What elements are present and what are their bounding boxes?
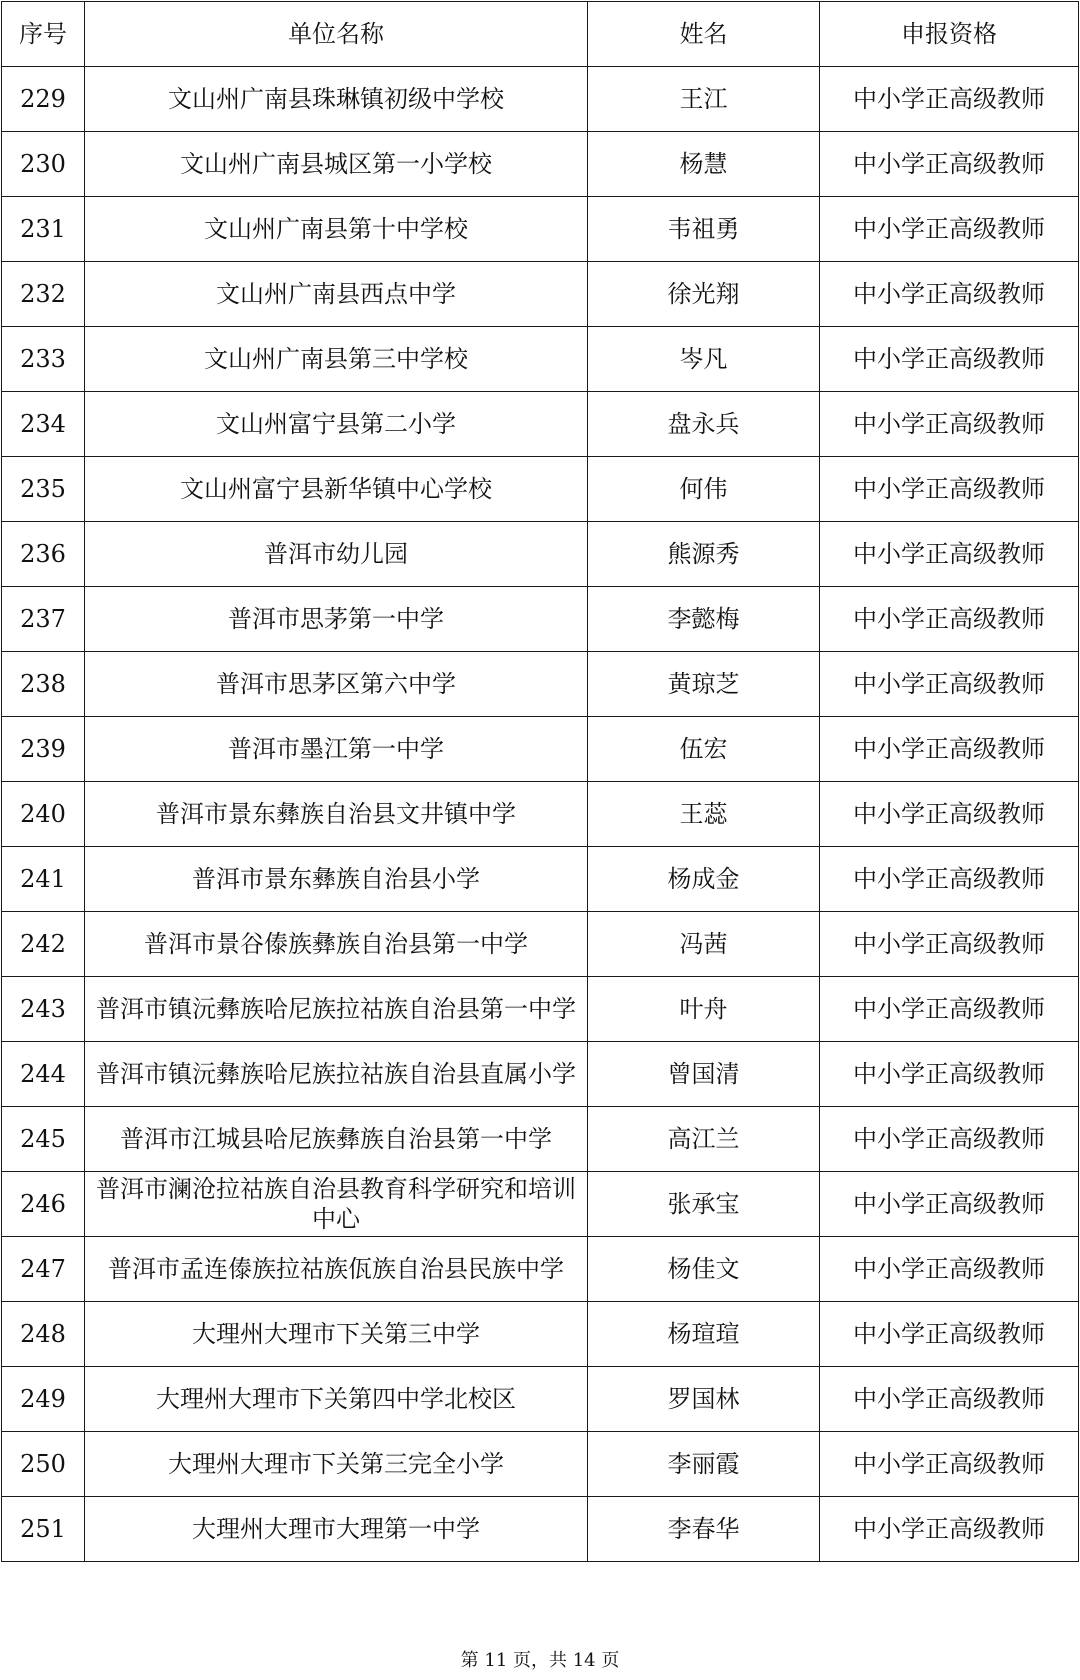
person-name-cell: 李丽霞 xyxy=(588,1432,820,1497)
qualification-cell: 中小学正高级教师 xyxy=(820,262,1079,327)
unit-name-cell: 普洱市幼儿园 xyxy=(85,522,588,587)
person-name-cell: 杨慧 xyxy=(588,132,820,197)
person-name-cell: 高江兰 xyxy=(588,1107,820,1172)
serial-number-cell: 246 xyxy=(2,1172,85,1237)
serial-number-cell: 231 xyxy=(2,197,85,262)
person-name-cell: 岑凡 xyxy=(588,327,820,392)
unit-name-cell: 普洱市澜沧拉祜族自治县教育科学研究和培训中心 xyxy=(85,1172,588,1237)
unit-name-cell: 普洱市景东彝族自治县文井镇中学 xyxy=(85,782,588,847)
unit-name-cell: 普洱市孟连傣族拉祜族佤族自治县民族中学 xyxy=(85,1237,588,1302)
qualification-cell: 中小学正高级教师 xyxy=(820,782,1079,847)
table-row xyxy=(2,652,1079,717)
person-name-cell: 杨佳文 xyxy=(588,1237,820,1302)
serial-number-cell: 237 xyxy=(2,587,85,652)
qualification-cell: 中小学正高级教师 xyxy=(820,67,1079,132)
unit-name-cell: 大理州大理市大理第一中学 xyxy=(85,1497,588,1562)
unit-name-cell: 文山州广南县城区第一小学校 xyxy=(85,132,588,197)
table-row xyxy=(2,1107,1079,1172)
qualification-cell: 中小学正高级教师 xyxy=(820,1172,1079,1237)
person-name-cell: 叶舟 xyxy=(588,977,820,1042)
table-row xyxy=(2,717,1079,782)
qualification-cell: 中小学正高级教师 xyxy=(820,327,1079,392)
unit-name-cell: 普洱市思茅区第六中学 xyxy=(85,652,588,717)
table-row xyxy=(2,1302,1079,1367)
person-name-cell: 黄琼芝 xyxy=(588,652,820,717)
person-name-cell: 罗国林 xyxy=(588,1367,820,1432)
unit-name-cell: 文山州广南县第三中学校 xyxy=(85,327,588,392)
qualification-cell: 中小学正高级教师 xyxy=(820,652,1079,717)
unit-name-cell: 文山州广南县珠琳镇初级中学校 xyxy=(85,67,588,132)
serial-number-cell: 241 xyxy=(2,847,85,912)
table-row xyxy=(2,1497,1079,1562)
table-row xyxy=(2,587,1079,652)
table-row xyxy=(2,327,1079,392)
unit-name-cell: 普洱市镇沅彝族哈尼族拉祜族自治县直属小学 xyxy=(85,1042,588,1107)
unit-name-cell: 普洱市思茅第一中学 xyxy=(85,587,588,652)
serial-number-cell: 230 xyxy=(2,132,85,197)
qualification-cell: 中小学正高级教师 xyxy=(820,717,1079,782)
header-qualification: 申报资格 xyxy=(820,2,1079,67)
table-row xyxy=(2,522,1079,587)
serial-number-cell: 250 xyxy=(2,1432,85,1497)
unit-name-cell: 大理州大理市下关第四中学北校区 xyxy=(85,1367,588,1432)
table-row xyxy=(2,977,1079,1042)
table-row xyxy=(2,457,1079,522)
qualification-cell: 中小学正高级教师 xyxy=(820,392,1079,457)
unit-name-cell: 文山州富宁县第二小学 xyxy=(85,392,588,457)
person-name-cell: 韦祖勇 xyxy=(588,197,820,262)
unit-name-cell: 普洱市景东彝族自治县小学 xyxy=(85,847,588,912)
qualification-cell: 中小学正高级教师 xyxy=(820,1237,1079,1302)
table-row xyxy=(2,1367,1079,1432)
unit-name-cell: 文山州广南县第十中学校 xyxy=(85,197,588,262)
person-name-cell: 伍宏 xyxy=(588,717,820,782)
serial-number-cell: 251 xyxy=(2,1497,85,1562)
table-row xyxy=(2,1432,1079,1497)
person-name-cell: 王蕊 xyxy=(588,782,820,847)
qualification-cell: 中小学正高级教师 xyxy=(820,912,1079,977)
table-row xyxy=(2,1237,1079,1302)
qualification-cell: 中小学正高级教师 xyxy=(820,977,1079,1042)
header-serial-number: 序号 xyxy=(2,2,85,67)
person-name-cell: 杨瑄瑄 xyxy=(588,1302,820,1367)
serial-number-cell: 244 xyxy=(2,1042,85,1107)
person-name-cell: 何伟 xyxy=(588,457,820,522)
unit-name-cell: 普洱市景谷傣族彝族自治县第一中学 xyxy=(85,912,588,977)
page-footer: 第 11 页，共 14 页 xyxy=(460,1650,620,1671)
unit-name-cell: 文山州富宁县新华镇中心学校 xyxy=(85,457,588,522)
unit-name-cell: 大理州大理市下关第三中学 xyxy=(85,1302,588,1367)
person-name-cell: 冯茜 xyxy=(588,912,820,977)
serial-number-cell: 245 xyxy=(2,1107,85,1172)
serial-number-cell: 247 xyxy=(2,1237,85,1302)
person-name-cell: 徐光翔 xyxy=(588,262,820,327)
serial-number-cell: 242 xyxy=(2,912,85,977)
qualification-cell: 中小学正高级教师 xyxy=(820,1497,1079,1562)
person-name-cell: 熊源秀 xyxy=(588,522,820,587)
unit-name-cell: 普洱市镇沅彝族哈尼族拉祜族自治县第一中学 xyxy=(85,977,588,1042)
table-row xyxy=(2,67,1079,132)
qualification-cell: 中小学正高级教师 xyxy=(820,1367,1079,1432)
qualification-cell: 中小学正高级教师 xyxy=(820,457,1079,522)
header-person-name: 姓名 xyxy=(588,2,820,67)
unit-name-cell: 文山州广南县西点中学 xyxy=(85,262,588,327)
applicant-table xyxy=(1,1,1079,1562)
serial-number-cell: 232 xyxy=(2,262,85,327)
table-row xyxy=(2,912,1079,977)
qualification-cell: 中小学正高级教师 xyxy=(820,1042,1079,1107)
serial-number-cell: 239 xyxy=(2,717,85,782)
person-name-cell: 王江 xyxy=(588,67,820,132)
serial-number-cell: 234 xyxy=(2,392,85,457)
qualification-cell: 中小学正高级教师 xyxy=(820,1302,1079,1367)
table-header-row xyxy=(2,2,1079,67)
unit-name-cell: 大理州大理市下关第三完全小学 xyxy=(85,1432,588,1497)
unit-name-cell: 普洱市墨江第一中学 xyxy=(85,717,588,782)
table-row xyxy=(2,197,1079,262)
serial-number-cell: 233 xyxy=(2,327,85,392)
serial-number-cell: 240 xyxy=(2,782,85,847)
serial-number-cell: 243 xyxy=(2,977,85,1042)
serial-number-cell: 249 xyxy=(2,1367,85,1432)
qualification-cell: 中小学正高级教师 xyxy=(820,197,1079,262)
table-row xyxy=(2,392,1079,457)
person-name-cell: 李懿梅 xyxy=(588,587,820,652)
table-row xyxy=(2,1042,1079,1107)
qualification-cell: 中小学正高级教师 xyxy=(820,522,1079,587)
person-name-cell: 盘永兵 xyxy=(588,392,820,457)
person-name-cell: 杨成金 xyxy=(588,847,820,912)
qualification-cell: 中小学正高级教师 xyxy=(820,847,1079,912)
table-row xyxy=(2,262,1079,327)
qualification-cell: 中小学正高级教师 xyxy=(820,1432,1079,1497)
serial-number-cell: 236 xyxy=(2,522,85,587)
table-row xyxy=(2,782,1079,847)
qualification-cell: 中小学正高级教师 xyxy=(820,132,1079,197)
table-row xyxy=(2,847,1079,912)
table-row xyxy=(2,1172,1079,1237)
person-name-cell: 李春华 xyxy=(588,1497,820,1562)
table-body xyxy=(2,67,1079,1562)
qualification-cell: 中小学正高级教师 xyxy=(820,1107,1079,1172)
serial-number-cell: 235 xyxy=(2,457,85,522)
serial-number-cell: 248 xyxy=(2,1302,85,1367)
unit-name-cell: 普洱市江城县哈尼族彝族自治县第一中学 xyxy=(85,1107,588,1172)
header-unit-name: 单位名称 xyxy=(85,2,588,67)
serial-number-cell: 229 xyxy=(2,67,85,132)
qualification-cell: 中小学正高级教师 xyxy=(820,587,1079,652)
person-name-cell: 曾国清 xyxy=(588,1042,820,1107)
table-row xyxy=(2,132,1079,197)
serial-number-cell: 238 xyxy=(2,652,85,717)
person-name-cell: 张承宝 xyxy=(588,1172,820,1237)
